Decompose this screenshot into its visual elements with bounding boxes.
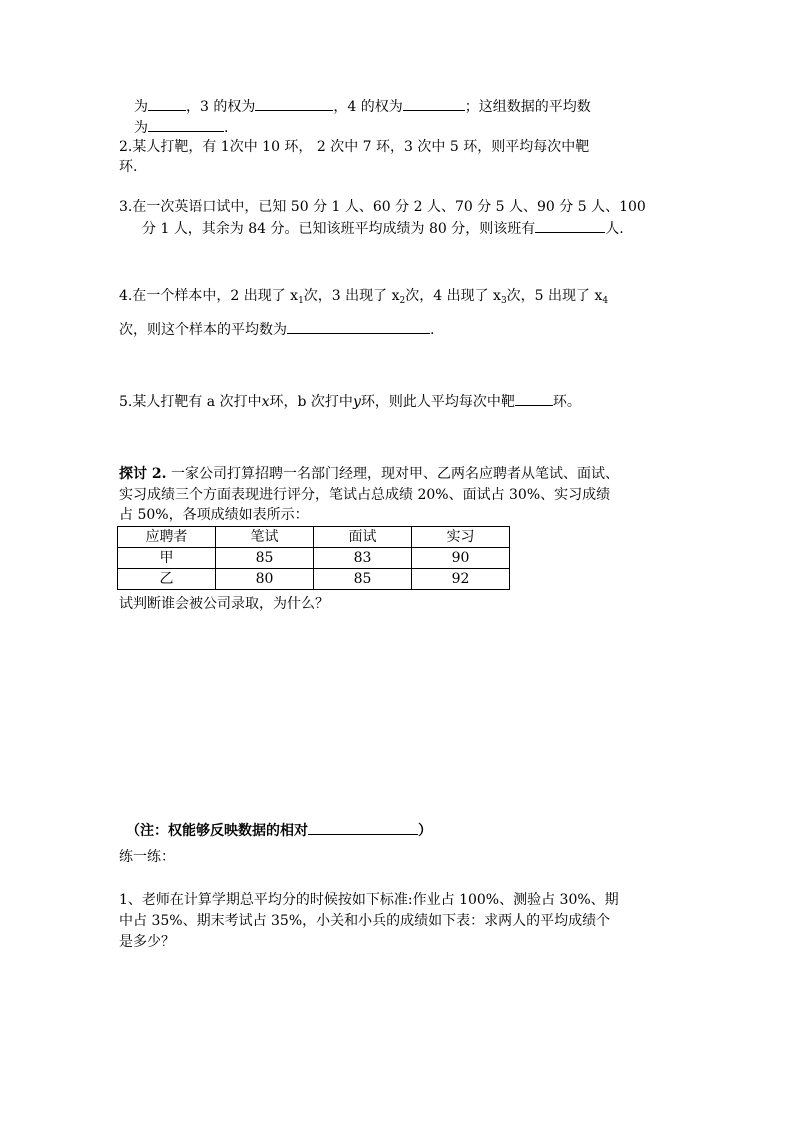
table-cell: 甲 (118, 548, 216, 569)
t2-question: 试判断谁会被公司录取，为什么？ (119, 596, 329, 612)
q4-blank (287, 319, 430, 334)
table-cell: 83 (314, 548, 412, 569)
table-row (118, 548, 510, 569)
t2-label: 探讨 2. (119, 466, 167, 482)
q3-blank (535, 218, 605, 233)
q1-line1: 为 ，3 的权为 ，4 的权为 ；这组数据的平均数 (134, 96, 591, 117)
q1-line2: 为 . (134, 117, 228, 138)
table-header-cell: 应聘者 (118, 527, 216, 548)
note-blank (308, 820, 418, 835)
table-row (118, 569, 510, 590)
q4-line2: 次，则这个样本的平均数为 . (119, 319, 434, 340)
q1-blank-3 (403, 96, 465, 111)
practice-line1: 1、老师在计算学期总平均分的时候按如下标准:作业占 100%、测验占 30%、期 (119, 892, 619, 908)
table-header-cell: 笔试 (216, 527, 314, 548)
table-cell: 80 (216, 569, 314, 590)
t2-line2: 实习成绩三个方面表现进行评分，笔试占总成绩 20%、面试占 30%、实习成绩 (119, 487, 611, 503)
q2-line2: 环. (119, 159, 138, 175)
table-header-cell: 面试 (314, 527, 412, 548)
score-table (117, 526, 510, 590)
q3-line1: 3.在一次英语口试中，已知 50 分 1 人、60 分 2 人、70 分 5 人、90 分 5 人、100 (119, 199, 646, 215)
q2-line1: 2.某人打靶，有 1次中 10 环， 2 次中 7 环，3 次中 5 环，则平均每次中靶 (119, 139, 590, 155)
table-header-row (118, 527, 510, 548)
q3-line2: 分 1 人，其余为 84 分。已知该班平均成绩为 80 分，则该班有 人. (142, 218, 624, 239)
q1-blank-4 (148, 117, 224, 132)
q5-blank (515, 391, 553, 406)
table-cell: 85 (314, 569, 412, 590)
practice-title: 练一练： (119, 849, 175, 865)
t2-line1: 探讨 2. 一家公司打算招聘一名部门经理，现对甲、乙两名应聘者从笔试、面试、 (119, 466, 619, 482)
note-line: （注：权能够反映数据的相对 ） (126, 820, 432, 841)
table-cell: 92 (412, 569, 510, 590)
practice-line3: 是多少？ (119, 934, 175, 950)
q1-blank-2 (255, 96, 333, 111)
table-cell: 85 (216, 548, 314, 569)
q1-blank-1 (148, 96, 186, 111)
q5-line: 5.某人打靶有 a 次打中x环，b 次打中y环，则此人平均每次中靶 环。 (119, 391, 581, 412)
table-header-cell: 实习 (412, 527, 510, 548)
practice-line2: 中占 35%、期末考试占 35%，小关和小兵的成绩如下表：求两人的平均成绩个 (119, 913, 611, 929)
table-cell: 乙 (118, 569, 216, 590)
table-cell: 90 (412, 548, 510, 569)
t2-line3: 占 50%，各项成绩如表所示： (119, 507, 309, 523)
q4-line1: 4.在一个样本中，2 出现了 $x_1$次，3 出现了 $x_2$次，4 出现了 $x_3$次，5 出现了 $x_4$ (119, 288, 609, 306)
